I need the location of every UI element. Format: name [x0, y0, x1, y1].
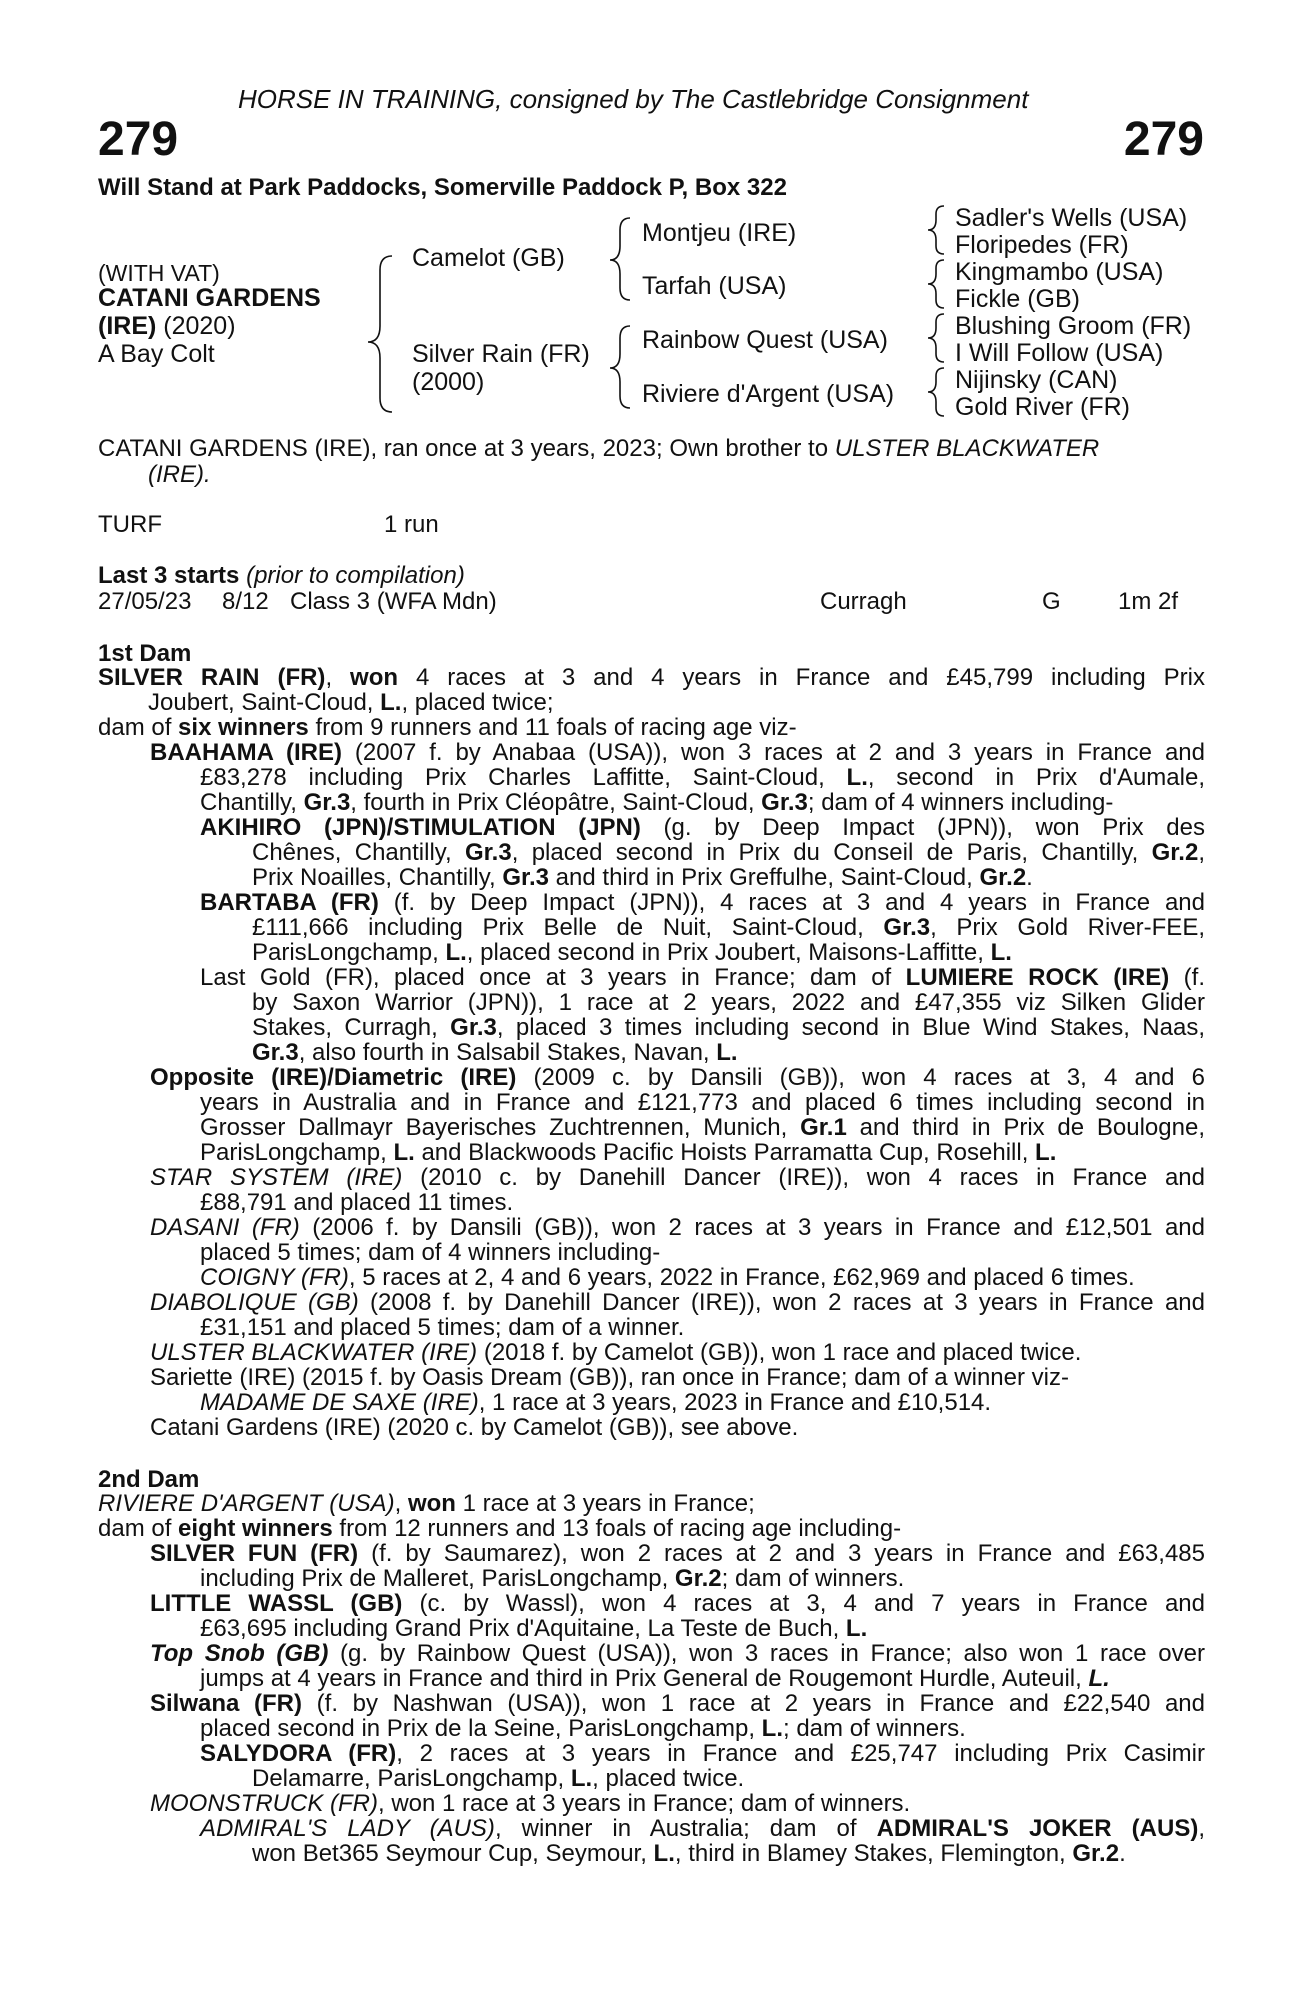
lot-number-left: 279 — [98, 113, 179, 166]
akihiro-line-3: Prix Noailles, Chantilly, Gr.3 and third in Prix Greffulhe, Saint-Cloud, Gr.2. — [252, 864, 1033, 891]
lastgold-line-1: Last Gold (FR), placed once at 3 years in France; dam of LUMIERE ROCK (IRE) (f. — [200, 964, 1205, 991]
pedigree-dss: Blushing Groom (FR) — [955, 312, 1192, 340]
silwana-line-1: Silwana (FR) (f. by Nashwan (USA)), won 1 race at 2 years in France and £22,540 and — [150, 1690, 1205, 1717]
opposite-line-4: ParisLongchamp, L. and Blackwoods Pacific Hoists Parramatta Cup, Rosehill, L. — [200, 1139, 1057, 1166]
start-race: Class 3 (WFA Mdn) — [290, 588, 497, 615]
pedigree-sdd: Fickle (GB) — [955, 285, 1080, 313]
bracket-dam — [610, 326, 630, 408]
topsnob-line-1: Top Snob (GB) (g. by Rainbow Quest (USA)), won 3 races in France; also won 1 race over — [150, 1640, 1205, 1667]
pedigree-sire: Camelot (GB) — [412, 244, 565, 272]
topsnob-line-2: jumps at 4 years in France and third in Prix General de Rougemont Hurdle, Auteuil, L. — [200, 1665, 1110, 1692]
pedigree-ssd: Floripedes (FR) — [955, 231, 1129, 259]
start-position: 8/12 — [222, 588, 269, 615]
pedigree-sss: Sadler's Wells (USA) — [955, 204, 1188, 232]
moonstruck-line: MOONSTRUCK (FR), won 1 race at 3 years in France; dam of winners. — [150, 1790, 911, 1817]
pedigree-dam-sire: Rainbow Quest (USA) — [642, 326, 888, 354]
opposite-line-2: years in Australia and in France and £121,773 and placed 6 times including second in — [200, 1089, 1205, 1116]
baahama-line-3: Chantilly, Gr.3, fourth in Prix Cléopâtre, Saint-Cloud, Gr.3; dam of 4 winners including- — [200, 789, 1114, 816]
akihiro-line-2: Chênes, Chantilly, Gr.3, placed second in Prix du Conseil de Paris, Chantilly, Gr.2, — [252, 839, 1205, 866]
bracket-ds — [928, 314, 944, 362]
page-header: HORSE IN TRAINING, consigned by The Castlebridge Consignment — [238, 84, 1029, 114]
bracket-ss — [928, 206, 944, 254]
salydora-line-1: SALYDORA (FR), 2 races at 3 years in France and £25,747 including Prix Casimir — [200, 1740, 1205, 1767]
star-line-1: STAR SYSTEM (IRE) (2010 c. by Danehill Dancer (IRE)), won 4 races in France and — [150, 1164, 1205, 1191]
record-runs: 1 run — [384, 511, 439, 538]
second-dam-heading: 2nd Dam — [98, 1466, 200, 1493]
silwana-line-2: placed second in Prix de la Seine, ParisLongchamp, L.; dam of winners. — [200, 1715, 966, 1742]
lastgold-line-2: by Saxon Warrior (JPN)), 1 race at 2 years, 2022 and £47,355 viz Silken Glider — [252, 989, 1205, 1016]
opposite-line-1: Opposite (IRE)/Diametric (IRE) (2009 c. by Dansili (GB)), won 4 races at 3, 4 and 6 — [150, 1064, 1205, 1091]
lastgold-line-4: Gr.3, also fourth in Salsabil Stakes, Navan, L. — [252, 1039, 738, 1066]
horse-name-line2: (IRE) (2020) — [98, 312, 236, 340]
silverfun-line-2: including Prix de Malleret, ParisLongchamp, Gr.2; dam of winners. — [200, 1565, 905, 1592]
first-dam-line-2: Joubert, Saint-Cloud, L., placed twice; — [148, 689, 554, 716]
pedigree-dds: Nijinsky (CAN) — [955, 366, 1118, 394]
bracket-dd — [928, 368, 944, 416]
start-date: 27/05/23 — [98, 588, 192, 615]
madame-line: MADAME DE SAXE (IRE), 1 race at 3 years, 2023 in France and £10,514. — [200, 1389, 992, 1416]
diabolique-line-1: DIABOLIQUE (GB) (2008 f. by Danehill Dancer (IRE)), won 2 races at 3 years in France and — [150, 1289, 1205, 1316]
admiral-line-2: won Bet365 Seymour Cup, Seymour, L., third in Blamey Stakes, Flemington, Gr.2. — [252, 1840, 1126, 1867]
first-dam-produce: dam of six winners from 9 runners and 11 foals of racing age viz- — [98, 714, 797, 741]
pedigree-dsd: I Will Follow (USA) — [955, 339, 1164, 367]
baahama-line-1: BAAHAMA (IRE) (2007 f. by Anabaa (USA)), won 3 races at 2 and 3 years in France and — [150, 739, 1205, 766]
salydora-line-2: Delamarre, ParisLongchamp, L., placed twice. — [252, 1765, 745, 1792]
baahama-line-2: £83,278 including Prix Charles Laffitte, Saint-Cloud, L., second in Prix d'Aumale, — [200, 764, 1205, 791]
bartaba-line-1: BARTABA (FR) (f. by Deep Impact (JPN)), 4 races at 3 and 4 years in France and — [200, 889, 1205, 916]
bartaba-line-3: ParisLongchamp, L., placed second in Prix Joubert, Maisons-Laffitte, L. — [252, 939, 1012, 966]
pedigree-dam: Silver Rain (FR) — [412, 340, 590, 368]
horse-name: CATANI GARDENS — [98, 284, 321, 312]
dasani-line-2: placed 5 times; dam of 4 winners including- — [200, 1239, 661, 1266]
diabolique-line-2: £31,151 and placed 5 times; dam of a winner. — [200, 1314, 685, 1341]
second-dam-line-1: RIVIERE D'ARGENT (USA), won 1 race at 3 years in France; — [98, 1490, 755, 1517]
ulster-line: ULSTER BLACKWATER (IRE) (2018 f. by Camelot (GB)), won 1 race and placed twice. — [150, 1339, 1082, 1366]
horse-description: A Bay Colt — [98, 340, 215, 368]
start-course: Curragh — [820, 588, 907, 615]
second-dam-produce: dam of eight winners from 12 runners and 13 foals of racing age including- — [98, 1515, 902, 1542]
opposite-line-3: Grosser Dallmayr Bayerisches Zuchtrennen, Munich, Gr.1 and third in Prix de Boulogne, — [200, 1114, 1205, 1141]
pedigree-sire-sire: Montjeu (IRE) — [642, 219, 797, 247]
last-starts-heading: Last 3 starts (prior to compilation) — [98, 562, 465, 589]
lastgold-line-3: Stakes, Curragh, Gr.3, placed 3 times including second in Blue Wind Stakes, Naas, — [252, 1014, 1205, 1041]
stand-location: Will Stand at Park Paddocks, Somerville Paddock P, Box 322 — [98, 174, 787, 201]
wassl-line-2: £63,695 including Grand Prix d'Aquitaine, La Teste de Buch, L. — [200, 1615, 868, 1642]
bracket-sd — [928, 260, 944, 308]
first-dam-line-1: SILVER RAIN (FR), won 4 races at 3 and 4 years in France and £45,799 including Prix — [98, 664, 1205, 691]
pedigree-sds: Kingmambo (USA) — [955, 258, 1164, 286]
bartaba-line-2: £111,666 including Prix Belle de Nuit, Saint-Cloud, Gr.3, Prix Gold River-FEE, — [252, 914, 1205, 941]
silverfun-line-1: SILVER FUN (FR) (f. by Saumarez), won 2 races at 2 and 3 years in France and £63,485 — [150, 1540, 1205, 1567]
admiral-line-1: ADMIRAL'S LADY (AUS), winner in Australia; dam of ADMIRAL'S JOKER (AUS), — [200, 1815, 1205, 1842]
catani-line: Catani Gardens (IRE) (2020 c. by Camelot (GB)), see above. — [150, 1414, 799, 1441]
wassl-line-1: LITTLE WASSL (GB) (c. by Wassl), won 4 races at 3, 4 and 7 years in France and — [150, 1590, 1205, 1617]
star-line-2: £88,791 and placed 11 times. — [200, 1189, 514, 1216]
pedigree-dam-year: (2000) — [412, 368, 485, 396]
vat-note: (WITH VAT) — [98, 260, 220, 286]
bracket-sire — [610, 218, 630, 300]
akihiro-line-1: AKIHIRO (JPN)/STIMULATION (JPN) (g. by Deep Impact (JPN)), won Prix des — [200, 814, 1205, 841]
dasani-line-1: DASANI (FR) (2006 f. by Dansili (GB)), won 2 races at 3 years in France and £12,501 and — [150, 1214, 1206, 1241]
pedigree-sire-dam: Tarfah (USA) — [642, 272, 787, 300]
pedigree-ddd: Gold River (FR) — [955, 393, 1131, 421]
lot-number-right: 279 — [1123, 113, 1204, 166]
start-distance: 1m 2f — [1118, 588, 1179, 615]
record-surface: TURF — [98, 511, 162, 538]
start-going: G — [1042, 588, 1061, 615]
pedigree-dam-dam: Riviere d'Argent (USA) — [642, 380, 895, 408]
summary-line: CATANI GARDENS (IRE), ran once at 3 years, 2023; Own brother to ULSTER BLACKWATER — [98, 435, 1100, 462]
sariette-line: Sariette (IRE) (2015 f. by Oasis Dream (GB)), ran once in France; dam of a winner viz- — [150, 1364, 1069, 1391]
first-dam-heading: 1st Dam — [98, 640, 192, 667]
coigny-line: COIGNY (FR), 5 races at 2, 4 and 6 years, 2022 in France, £62,969 and placed 6 times. — [200, 1264, 1135, 1291]
summary-line-2: (IRE). — [148, 461, 211, 488]
bracket-horse — [368, 256, 392, 412]
